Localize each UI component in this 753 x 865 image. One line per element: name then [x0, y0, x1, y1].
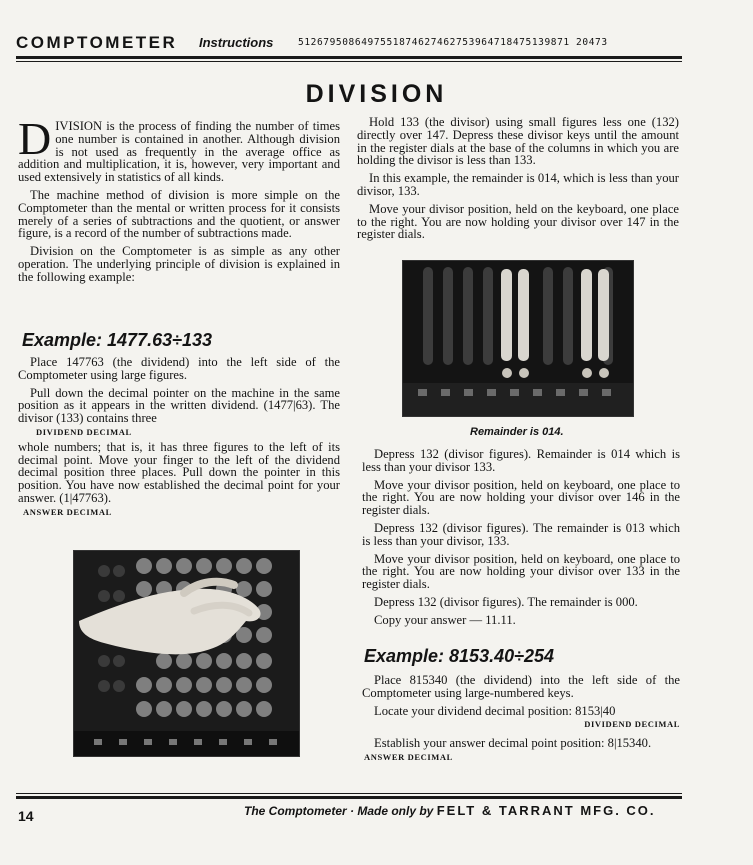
- dividend-decimal-label: DIVIDEND DECIMAL: [36, 426, 132, 437]
- whole-numbers-paragraph: whole numbers; that is, it has three figures to the left of its decimal point. Move your finger to the left of the dividend decimal position three places. Pull down the pointer in this position. You have now established the decimal point for your answer. (1|47763).: [18, 439, 340, 505]
- place-dividend-paragraph: Place 147763 (the dividend) into the left side of the Comptometer using large figures.: [18, 355, 340, 382]
- intro-rest: Although division is not used as frequently in the average office as addition and multiplication, it is, however, very important and used extensively in statistics of all kinds.: [18, 131, 340, 185]
- footer-rule: [16, 796, 682, 799]
- keyboard-hand-illustration: [74, 551, 299, 756]
- move-divisor-paragraph: Move your divisor position, held on the keyboard, one place to the right. You are now holding your divisor over 147 in the register dials.: [357, 201, 679, 242]
- header-brand: COMPTOMETER: [16, 33, 178, 52]
- move-1-paragraph: Move your divisor position, held on keyboard, one place to the right. You are now holding your divisor over 146 in the register dials.: [362, 477, 680, 518]
- footer-company: FELT & TARRANT MFG. CO.: [436, 803, 656, 818]
- intro-first: IVISION is the process of finding the number of times one number is contained in another.: [55, 119, 340, 146]
- drop-cap: D: [18, 113, 52, 164]
- depress-3-paragraph: Depress 132 (divisor figures). The remainder is 000.: [374, 594, 638, 609]
- establish-answer-paragraph: Establish your answer decimal point position: 8|15340.: [374, 736, 652, 751]
- left-column-lower: [18, 356, 340, 519]
- footer-rule-thin: [16, 793, 682, 794]
- principle-paragraph: Division on the Comptometer is as simple as any other operation. The underlying principle of division is explained in the following example:: [18, 244, 340, 284]
- footer-tagline-text: The Comptometer · Made only by: [244, 804, 434, 818]
- hold-divisor-paragraph: Hold 133 (the divisor) using small figures less one (132) directly over 147. Depress these divisor keys until the amount in the register dials at the base of the columns in which you are holding the divisor is less than 133.: [357, 115, 679, 168]
- left-column: [18, 113, 340, 289]
- depress-1-paragraph: Depress 132 (divisor figures). Remainder is 014 which is less than your divisor 133.: [362, 447, 680, 474]
- header-digits: 5126795086497551874627462753964718475139871 20473: [298, 37, 608, 48]
- page-number: 14: [18, 808, 34, 824]
- example-2-heading: Example: 8153.40÷254: [364, 646, 555, 666]
- keyboard-hand-photo: [73, 550, 300, 757]
- right-column-example-2: [362, 674, 680, 764]
- dividend-decimal-label-2: DIVIDEND DECIMAL: [584, 719, 680, 730]
- right-column-lower: [362, 448, 680, 632]
- intro-paragraph: [18, 113, 340, 185]
- remainder-paragraph: In this example, the remainder is 014, which is less than your divisor, 133.: [357, 171, 679, 198]
- locate-decimal-paragraph: Locate your dividend decimal position: 8153|40: [374, 703, 616, 718]
- page-title: DIVISION: [305, 80, 448, 108]
- header-rule: [16, 56, 682, 59]
- place-dividend-2-paragraph: Place 815340 (the dividend) into the left side of the Comptometer using large-numbered keys.: [362, 673, 680, 700]
- remainder-caption: Remainder is 014.: [470, 426, 564, 438]
- answer-decimal-label: ANSWER DECIMAL: [23, 506, 112, 517]
- copy-answer-paragraph: Copy your answer — 11.11.: [374, 612, 516, 627]
- footer-tagline: [244, 803, 656, 818]
- header-rule-thin: [16, 61, 682, 62]
- header-instructions: Instructions: [199, 35, 274, 50]
- move-2-paragraph: Move your divisor position, held on keyboard, one place to the right. You are now holding your divisor over 133 in the register dials.: [362, 551, 680, 592]
- depress-2-paragraph: Depress 132 (divisor figures). The remainder is 013 which is less than your divisor, 133.: [362, 520, 680, 548]
- example-1-heading: Example: 1477.63÷133: [22, 330, 213, 350]
- register-dials-illustration: [403, 261, 633, 416]
- method-paragraph: The machine method of division is more simple on the Comptometer than the mental or written process for it consists merely of a series of subtractions and the quotient, or answer figure, is a record of the number of subtractions made.: [18, 187, 340, 241]
- decimal-pointer-paragraph: Pull down the decimal pointer on the machine in the same position as it appears in the written dividend. (1477|63). The divisor (133) contains three: [18, 385, 340, 426]
- right-column: [357, 116, 679, 246]
- register-dials-photo: [402, 260, 634, 417]
- answer-decimal-label-2: ANSWER DECIMAL: [364, 751, 453, 762]
